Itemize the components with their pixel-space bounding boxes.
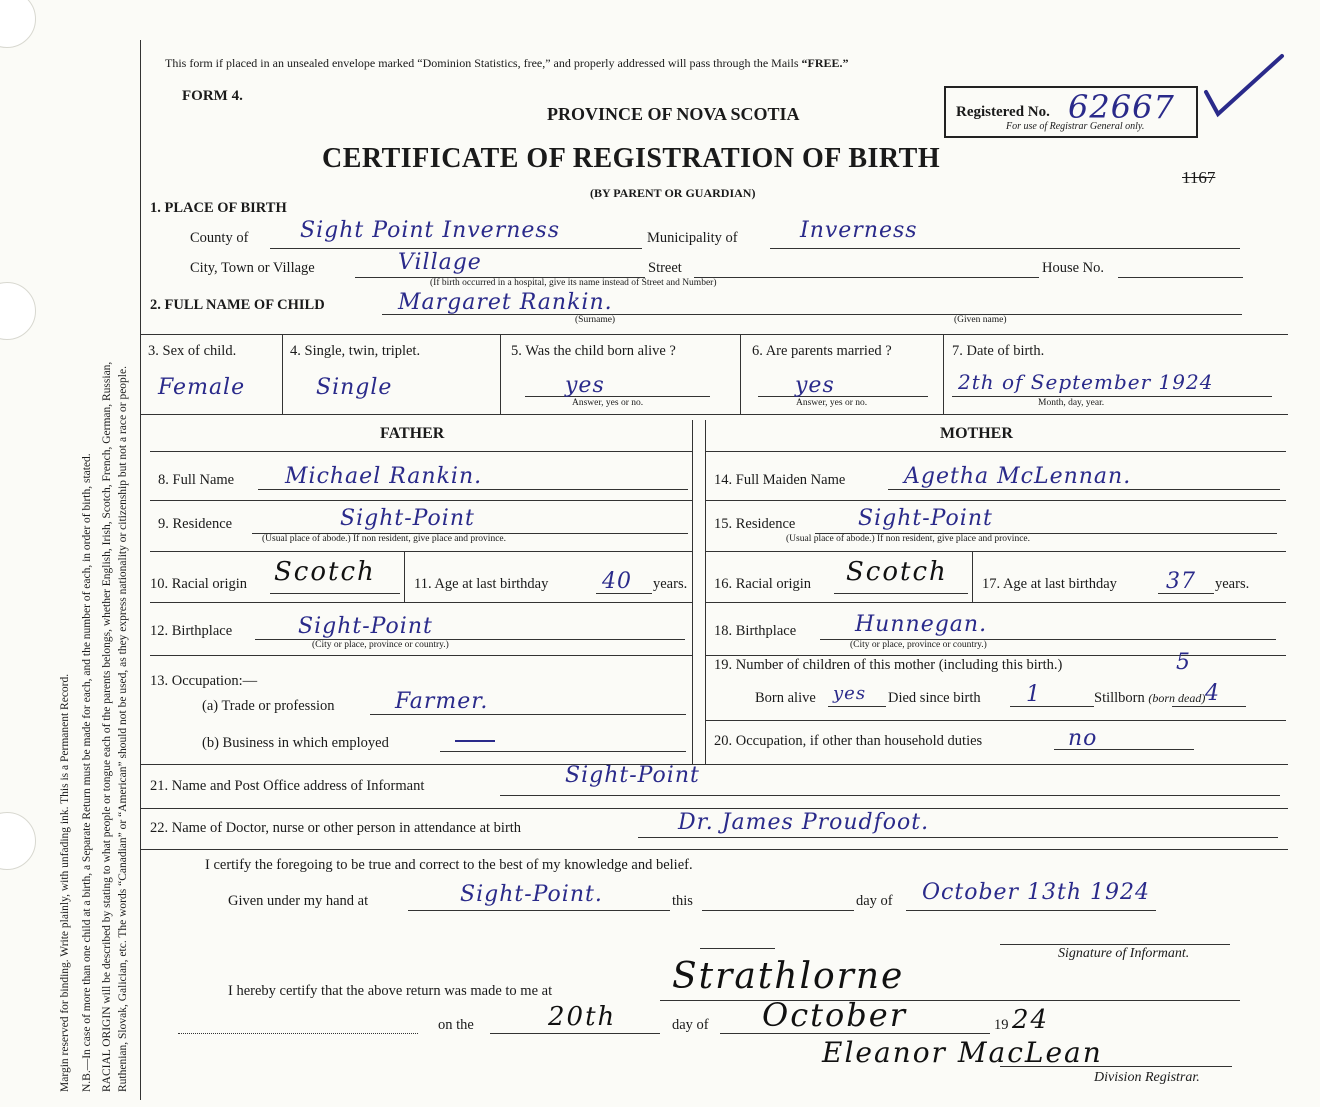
children-count-value: 5	[1176, 650, 1191, 675]
married-value: yes	[795, 373, 835, 398]
municipality-label: Municipality of	[647, 230, 738, 246]
father-birthplace-note: (City or place, province or country.)	[312, 640, 449, 650]
street-note: (If birth occurred in a hospital, give its name instead of Street and Number)	[430, 278, 717, 288]
mother-race-label: 16. Racial origin	[714, 576, 812, 592]
plurality-value: Single	[316, 375, 393, 400]
doctor-label: 22. Name of Doctor, nurse or other person in attendance at birth	[150, 820, 522, 836]
certify-text: I certify the foregoing to be true and correct to the best of my knowledge and belief.	[205, 857, 693, 873]
mother-occupation-label: 20. Occupation, if other than household duties	[714, 733, 983, 749]
place-heading: 1. PLACE OF BIRTH	[150, 200, 287, 216]
registrar-signature: Eleanor MacLean	[822, 1036, 1103, 1069]
return-day: 20th	[548, 1002, 617, 1032]
plurality-label: 4. Single, twin, triplet.	[290, 343, 421, 359]
father-age-label: 11. Age at last birthday	[414, 576, 549, 592]
province-heading: PROVINCE OF NOVA SCOTIA	[547, 104, 800, 124]
father-race-label: 10. Racial origin	[150, 576, 248, 592]
street-label: Street	[648, 260, 682, 276]
day-of-label-2: day of	[672, 1017, 709, 1033]
return-month: October	[762, 996, 907, 1034]
municipality-value: Inverness	[800, 218, 918, 243]
father-birthplace-label: 12. Birthplace	[150, 623, 233, 639]
father-age-value: 40	[602, 569, 632, 594]
county-value: Sight Point Inverness	[300, 218, 560, 243]
trade-value: Farmer.	[395, 689, 489, 714]
dob-note: Month, day, year.	[1038, 398, 1105, 408]
children-count-label: 19. Number of children of this mother (including this birth.)	[714, 657, 1063, 673]
mother-race-value: Scotch	[846, 557, 948, 587]
registered-number-box	[944, 86, 1198, 138]
father-residence-value: Sight-Point	[340, 506, 475, 531]
mother-birthplace-note: (City or place, province or country.)	[850, 640, 987, 650]
mother-occupation-value: no	[1068, 726, 1098, 751]
father-name-label: 8. Full Name	[158, 472, 235, 488]
alive-note: Answer, yes or no.	[572, 398, 644, 408]
father-residence-label: 9. Residence	[158, 516, 233, 532]
born-alive-value: yes	[833, 683, 867, 704]
mother-residence-label: 15. Residence	[714, 516, 796, 532]
dob-label: 7. Date of birth.	[952, 343, 1045, 359]
side-note-racial-origin: RACIAL ORIGIN will be described by stating to what people or tongue each of the parents belongs, whether English, Irish, Scotch, French, German, Russian,	[101, 361, 113, 1092]
father-occupation-label: 13. Occupation:—	[150, 673, 258, 689]
informant-value: Sight-Point	[565, 763, 700, 788]
mother-age-label: 17. Age at last birthday	[982, 576, 1117, 592]
day-of-label: day of	[856, 893, 893, 909]
side-note-binding: Margin reserved for binding. Write plainly, with unfading ink. This is a Permanent Record.	[59, 673, 71, 1092]
informant-label: 21. Name and Post Office address of Informant	[150, 778, 425, 794]
registrar-label: Division Registrar.	[1094, 1070, 1200, 1085]
died-label: Died since birth	[888, 690, 981, 706]
mother-years: years.	[1215, 576, 1250, 592]
side-note-racial-origin-cont: Ruthenian, Slovak, Galician, etc. The words “Canadian” or “American” should not be used, as they express nationality or citizenship but not a race or people.	[117, 366, 129, 1092]
married-note: Answer, yes or no.	[796, 398, 868, 408]
dob-value: 2th of September 1924	[958, 370, 1214, 394]
mother-name-value: Agetha McLennan.	[904, 464, 1132, 489]
sex-label: 3. Sex of child.	[148, 343, 237, 359]
child-name-value: Margaret Rankin.	[398, 290, 613, 315]
father-abode-note: (Usual place of abode.) If non resident, give place and province.	[262, 534, 506, 544]
registered-value: 62667	[1068, 88, 1175, 126]
mother-heading: MOTHER	[940, 425, 1013, 442]
surname-note: (Surname)	[575, 315, 616, 325]
married-label: 6. Are parents married ?	[752, 343, 892, 359]
father-years: years.	[653, 576, 688, 592]
check-mark-icon	[1200, 52, 1290, 122]
mother-birthplace-label: 18. Birthplace	[714, 623, 797, 639]
given-date: October 13th 1924	[922, 880, 1151, 905]
binder-hole	[0, 282, 36, 340]
sex-value: Female	[158, 375, 246, 400]
doctor-value: Dr. James Proudfoot.	[678, 810, 930, 835]
informant-signature-label: Signature of Informant.	[1058, 946, 1190, 961]
binder-hole	[0, 812, 36, 870]
given-place: Sight-Point.	[460, 882, 603, 907]
registrar-use-note: For use of Registrar General only.	[1006, 121, 1145, 132]
city-value: Village	[398, 250, 482, 275]
county-label: County of	[190, 230, 249, 246]
mother-name-label: 14. Full Maiden Name	[714, 472, 846, 488]
return-place: Strathlorne	[672, 956, 905, 997]
mother-birthplace-value: Hunnegan.	[855, 612, 988, 637]
registered-label: Registered No.	[956, 104, 1050, 120]
stillborn-value: 4	[1205, 681, 1220, 706]
stillborn-label: Stillborn (born dead)	[1094, 690, 1206, 706]
given-label: Given under my hand at	[228, 893, 369, 909]
mail-notice: This form if placed in an unsealed envelope marked “Dominion Statistics, free,” and properly addressed will pass through the Mails “FREE.”	[165, 56, 849, 70]
house-label: House No.	[1042, 260, 1105, 276]
binder-hole	[0, 0, 36, 48]
side-note-multiple-births: N.B.—In case of more than one child at a birth, a Separate Return must be made for each, and the number of each, in order of birth, stated.	[81, 453, 93, 1092]
on-the-label: on the	[438, 1017, 474, 1033]
form-number: FORM 4.	[182, 88, 243, 104]
this-label: this	[672, 893, 693, 909]
alive-label: 5. Was the child born alive ?	[511, 343, 676, 359]
business-label: (b) Business in which employed	[202, 735, 389, 751]
stamp-number: 1167	[1182, 168, 1216, 187]
city-label: City, Town or Village	[190, 260, 315, 276]
father-heading: FATHER	[380, 425, 445, 442]
page-title: CERTIFICATE OF REGISTRATION OF BIRTH	[322, 143, 941, 174]
page-subtitle: (BY PARENT OR GUARDIAN)	[590, 186, 756, 200]
father-name-value: Michael Rankin.	[285, 464, 483, 489]
child-name-label: 2. FULL NAME OF CHILD	[150, 297, 325, 313]
father-race-value: Scotch	[274, 557, 376, 587]
trade-label: (a) Trade or profession	[202, 698, 335, 714]
alive-value: yes	[565, 373, 605, 398]
born-alive-label: Born alive	[755, 690, 816, 706]
mother-abode-note: (Usual place of abode.) If non resident, give place and province.	[786, 534, 1030, 544]
year-prefix: 19	[994, 1017, 1009, 1033]
given-name-note: (Given name)	[954, 315, 1007, 325]
left-border	[140, 40, 141, 1100]
mother-age-value: 37	[1166, 569, 1196, 594]
died-value: 1	[1026, 682, 1041, 707]
return-text: I hereby certify that the above return was made to me at	[228, 983, 553, 999]
mother-residence-value: Sight-Point	[858, 506, 993, 531]
return-year: 24	[1012, 1005, 1050, 1035]
father-birthplace-value: Sight-Point	[298, 614, 433, 639]
